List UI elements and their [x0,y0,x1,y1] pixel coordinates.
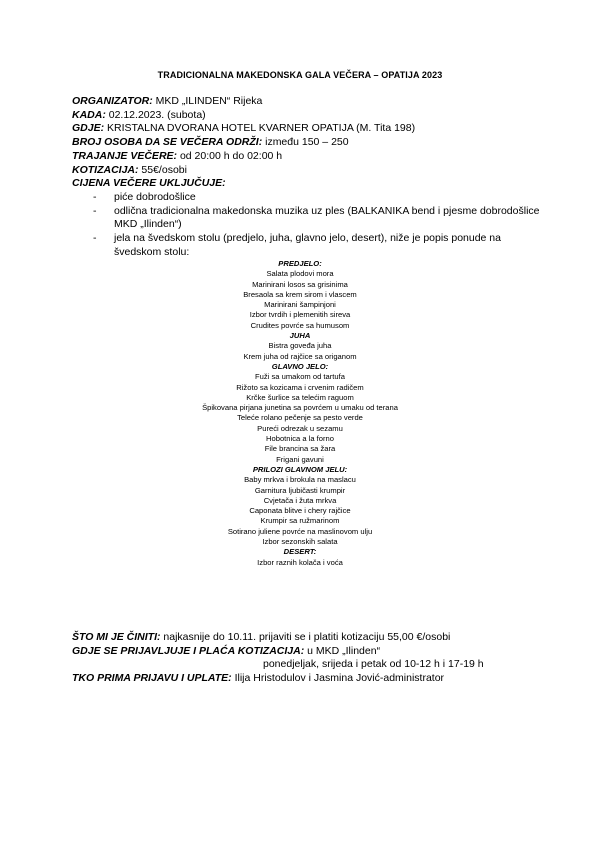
menu-item: Bresaola sa krem sirom i vlascem [243,289,357,299]
menu-item: Fuži sa umakom od tartufa [255,372,345,382]
buffet-menu [0,259,600,568]
menu-item: Salata plodovi mora [266,269,334,279]
info-where: GDJE: KRISTALNA DVORANA HOTEL KVARNER OPATIJA (M. Tita 198) [72,122,416,135]
registration-info [72,631,552,686]
menu-item: Krčke šurlice sa telećim raguom [246,392,354,402]
event-info [72,95,552,259]
menu-heading: PREDJELO: [278,259,322,268]
document-title: TRADICIONALNA MAKEDONSKA GALA VEČERA – OPATIJA 2023 [157,70,443,80]
menu-item: Cvjetača i žuta mrkva [263,495,337,505]
menu-section-starters [0,259,600,331]
menu-item: Izbor raznih kolača i voća [257,557,343,567]
menu-item: Hobotnica a la forno [266,434,334,444]
list-item: - piće dobrodošlice [93,191,548,205]
info-duration: TRAJANJE VEČERE: od 20:00 h do 02:00 h [72,149,283,162]
menu-item: Marinirani šampinjoni [264,300,336,310]
menu-item: Caponata blitve i chery rajčice [249,506,351,516]
info-fee: KOTIZACIJA: 55€/osobi [72,163,187,176]
list-item: - odlična tradicionalna makedonska muzika uz ples (BALKANIKA bend i pjesme dobrodošlice MKD „Ilinden“) [93,205,548,232]
includes-list [93,191,548,260]
info-organizer: ORGANIZATOR: MKD „ILINDEN“ Rijeka [72,95,263,107]
menu-item: Krumpir sa ružmarinom [260,516,340,526]
menu-item: Rižoto sa kozicama i crvenim radičem [236,382,364,392]
menu-item: Špikovana pirjana junetina sa povrćem u umaku od terana [202,403,398,413]
menu-item: File brancina sa žara [264,444,336,454]
menu-section-dessert [0,547,600,568]
menu-item: Garnitura ljubičasti krumpir [254,485,346,495]
info-includes-heading: CIJENA VEČERE UKLJUČUJE: [72,177,226,190]
menu-section-main [0,362,600,465]
menu-section-sides [0,465,600,547]
menu-item: Crudites povrće sa humusom [250,320,350,330]
menu-heading: PRILOZI GLAVNOM JELU: [252,464,348,474]
menu-item: Krem juha od rajčice sa origanom [243,351,357,361]
menu-heading: GLAVNO JELO: [271,361,329,371]
menu-item: Bistra goveđa juha [268,341,332,351]
info-when: KADA: 02.12.2023. (subota) [72,108,206,121]
list-item: - jela na švedskom stolu (predjelo, juha, glavno jelo, desert), niže je popis ponude na švedskom stolu: [93,232,548,259]
todo-line: ŠTO MI JE ČINITI: najkasnije do 10.11. prijaviti se i platiti kotizaciju 55,00 €/osobi [72,631,451,643]
menu-item: Frigani gavuni [276,454,324,464]
menu-heading: JUHA [289,331,311,341]
menu-item: Marinirani losos sa grisinima [252,279,348,289]
menu-item: Baby mrkva i brokula na maslacu [244,475,356,485]
menu-item: Pureći odrezak u sezamu [257,423,343,433]
who-line: TKO PRIMA PRIJAVU I UPLATE: Ilija Hristodulov i Jasmina Jović-administrator [72,672,445,685]
menu-heading: DESERT: [283,547,317,557]
menu-item: Teleće rolano pečenje sa pesto verde [237,413,363,423]
where-line: GDJE SE PRIJAVLJUJE I PLAĆA KOTIZACIJA: u MKD „Ilinden“ [72,644,381,657]
office-hours: ponedjeljak, srijeda i petak od 10-12 h i 17-19 h [263,658,484,671]
menu-item: Sotirano juliene povrće na maslinovom ulju [227,526,373,536]
menu-item: Izbor tvrdih i plemenitih sireva [249,310,351,320]
menu-section-soup [0,331,600,362]
info-guest-count: BROJ OSOBA DA SE VEČERA ODRŽI: između 150 – 250 [72,136,349,149]
menu-item: Izbor sezonskih salata [262,537,338,547]
